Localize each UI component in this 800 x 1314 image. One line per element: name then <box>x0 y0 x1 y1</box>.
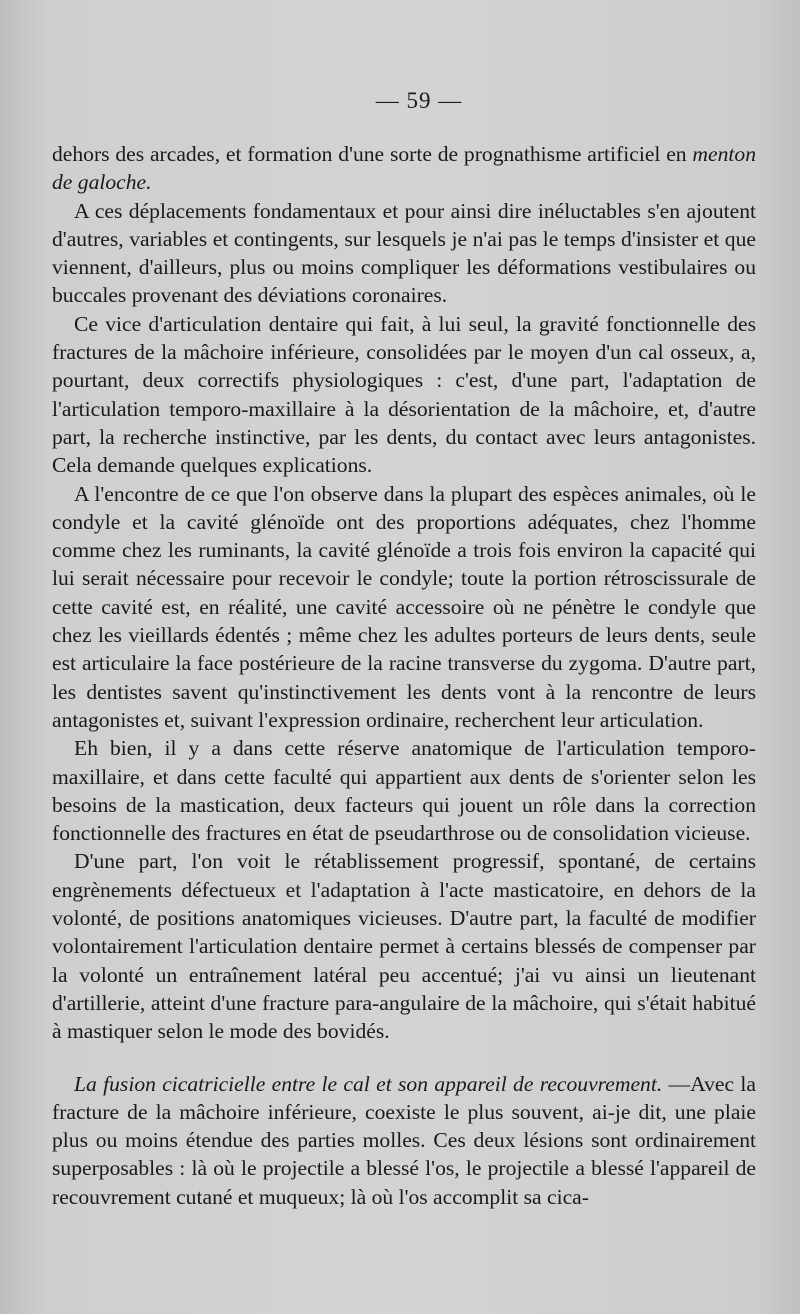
paragraph-continuation <box>52 140 756 197</box>
paragraph-text: dehors des arcades, et formation d'une sorte de prognathisme artificiel en <box>52 142 693 166</box>
paragraph: Ce vice d'articulation dentaire qui fait, à lui seul, la gravité fonctionnelle des fractures de la mâchoire inférieure, consolidées par le moyen d'un cal osseux, a, pourtant, deux correctifs physiologiques : c'est, d'une part, l'adaptation de l'articulation temporo-maxillaire à la désorientation de la mâchoire, et, d'autre part, la recherche instinctive, par les dents, du contact avec leurs antagonistes. Cela demande quelques explications. <box>52 311 756 478</box>
paragraph-text: —Avec la fracture de la mâchoire inférieure, coexiste le plus souvent, ai-je dit, une plaie plus ou moins étendue des parties molles. Ces deux lésions sont ordinairement superposables : là où le projectile a blessé l'os, le projectile a blessé l'appareil de recouvrement cutané et muqueux; là où l'os accomplit sa cica- <box>52 1071 756 1209</box>
section-paragraph <box>52 1070 756 1211</box>
paragraph: A l'encontre de ce que l'on observe dans la plupart des espèces animales, où le condyle et la cavité glénoïde ont des proportions adéquates, chez l'homme comme chez les ruminants, la cavité glénoïde a trois fois environ la capacité qui lui serait nécessaire pour recevoir le condyle; toute la portion rétroscissurale de cette cavité est, en réalité, une cavité accessoire où ne pénètre le condyle que chez les vieillards édentés ; même chez les adultes porteurs de leurs dents, seule est articulaire la face postérieure de la racine transverse du zygoma. D'autre part, les dentistes savent qu'instinctivement les dents vont à la rencontre de leurs antagonistes et, suivant l'expression ordinaire, recherchent leur articulation. <box>52 481 756 732</box>
paragraph: Eh bien, il y a dans cette réserve anatomique de l'articulation temporo-maxillaire, et dans cette faculté qui appartient aux dents de s'orienter selon les besoins de la mastication, deux facteurs qui jouent un rôle dans la correction fonctionnelle des fractures en état de pseudarthrose ou de consolidation vicieuse. <box>52 736 756 846</box>
paragraph: A ces déplacements fondamentaux et pour ainsi dire inéluctables s'en ajoutent d'autres, variables et contingents, sur lesquels je n'ai pas le temps d'insister et que viennent, d'ailleurs, plus ou moins compliquer les déformations vestibulaires ou buccales provenant des déviations coronaires. <box>52 198 756 308</box>
section-heading: La fusion cicatricielle entre le cal et son appareil de recouvrement. <box>74 1071 663 1096</box>
page-number: — 59 — <box>375 88 463 113</box>
italic-phrase: menton de galoche. <box>52 142 756 195</box>
paragraph: D'une part, l'on voit le rétablissement progressif, spontané, de certains engrènements défectueux et l'adaptation à l'acte masticatoire, en dehors de la volonté, de positions anatomiques vicieuses. D'autre part, la faculté de modifier volontairement l'articulation dentaire permet à certains blessés de compenser par la volonté un entraînement latéral peu accentué; j'ai vu ainsi un lieutenant d'artillerie, atteint d'une fracture para-angulaire de la mâchoire, qui s'était habitué à mastiquer selon le mode des bovidés. <box>52 849 756 1044</box>
